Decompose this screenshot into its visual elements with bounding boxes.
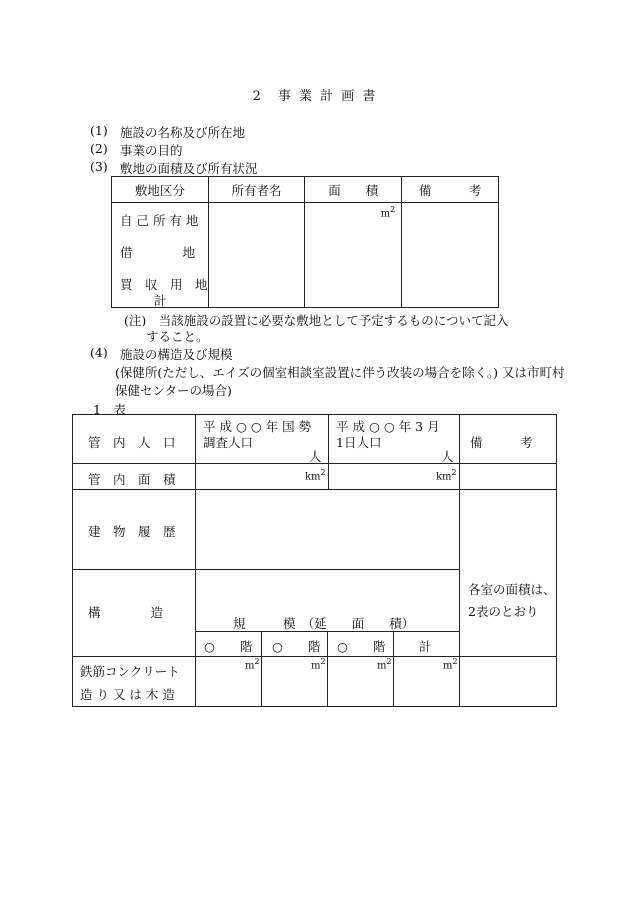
census-population-unit: 人 [309, 449, 322, 464]
item-number: (1) [90, 123, 108, 138]
item-number: (3) [90, 159, 108, 174]
m2-unit-4: $m^2$ [443, 657, 458, 672]
census-population-line-2: 調査人口 [203, 435, 254, 450]
header-site-category: 敷地区分 [112, 177, 209, 203]
march-population-line-1: 平 成 ○ ○ 年 3 月 [336, 419, 440, 434]
scale-header: 規 模 （延 面 積） [233, 616, 415, 631]
table-1-caption: 1 表 [93, 402, 126, 417]
item4-desc-line-2: 保健センターの場合) [115, 383, 232, 398]
row-purchase: 買 収 用 地 [120, 277, 208, 292]
floor-col-2: ○ 階 [272, 639, 321, 654]
march-population-line-2: 1日人口 [336, 435, 382, 450]
m2-unit-1: $m^2$ [245, 657, 260, 672]
item-text: 施設の名称及び所在地 [120, 125, 246, 140]
row-own-land: 自 己 所 有 地 [120, 213, 199, 228]
header-owner-name: 所有者名 [208, 177, 305, 203]
item-number: (2) [90, 141, 108, 156]
row-history-label: 建 物 履 歴 [88, 524, 176, 539]
row-construction-label-2: 造 り 又 は 木 造 [80, 687, 175, 702]
header-remarks: 備 考 [402, 177, 499, 203]
row-area-label: 管 内 面 積 [88, 472, 176, 487]
note-line-2: すること。 [146, 329, 209, 344]
item-text: 施設の構造及び規模 [120, 347, 233, 362]
remarks-header: 備 考 [470, 435, 533, 450]
item-text: 敷地の面積及び所有状況 [120, 161, 258, 176]
note-line-1: (注) 当該施設の設置に必要な敷地として予定するものについて記入 [124, 313, 509, 328]
row-total: 計 [154, 293, 167, 308]
remarks-text-1: 各室の面積は、 [468, 582, 556, 597]
item-text: 事業の目的 [120, 143, 183, 158]
item-number: (4) [90, 345, 108, 360]
m2-unit-2: $m^2$ [311, 657, 326, 672]
remarks-text-2: 2表のとおり [468, 604, 539, 619]
row-construction-label-1: 鉄筋コンクリート [80, 664, 180, 679]
floor-col-1: ○ 階 [204, 639, 253, 654]
census-population-line-1: 平 成 ○ ○ 年 国 勢 [203, 419, 312, 434]
m2-unit-3: $m^2$ [377, 657, 392, 672]
floor-col-3: ○ 階 [337, 639, 386, 654]
item4-desc-line-1: (保健所(ただし、エイズの個室相談室設置に伴う改装の場合を除く。) 又は市町村 [115, 365, 565, 380]
km-unit-1: $km^2$ [305, 468, 326, 483]
km-unit-2: $km^2$ [436, 468, 457, 483]
row-population-label: 管 内 人 口 [88, 435, 176, 450]
area-unit: $m^2$ [380, 205, 396, 220]
march-population-unit: 人 [441, 449, 454, 464]
header-area: 面 積 [305, 177, 402, 203]
row-leased: 借 地 [120, 245, 196, 260]
row-structure-label: 構 造 [88, 605, 164, 620]
total-col: 計 [419, 639, 432, 654]
page-title: 2 事 業 計 画 書 [252, 89, 378, 104]
